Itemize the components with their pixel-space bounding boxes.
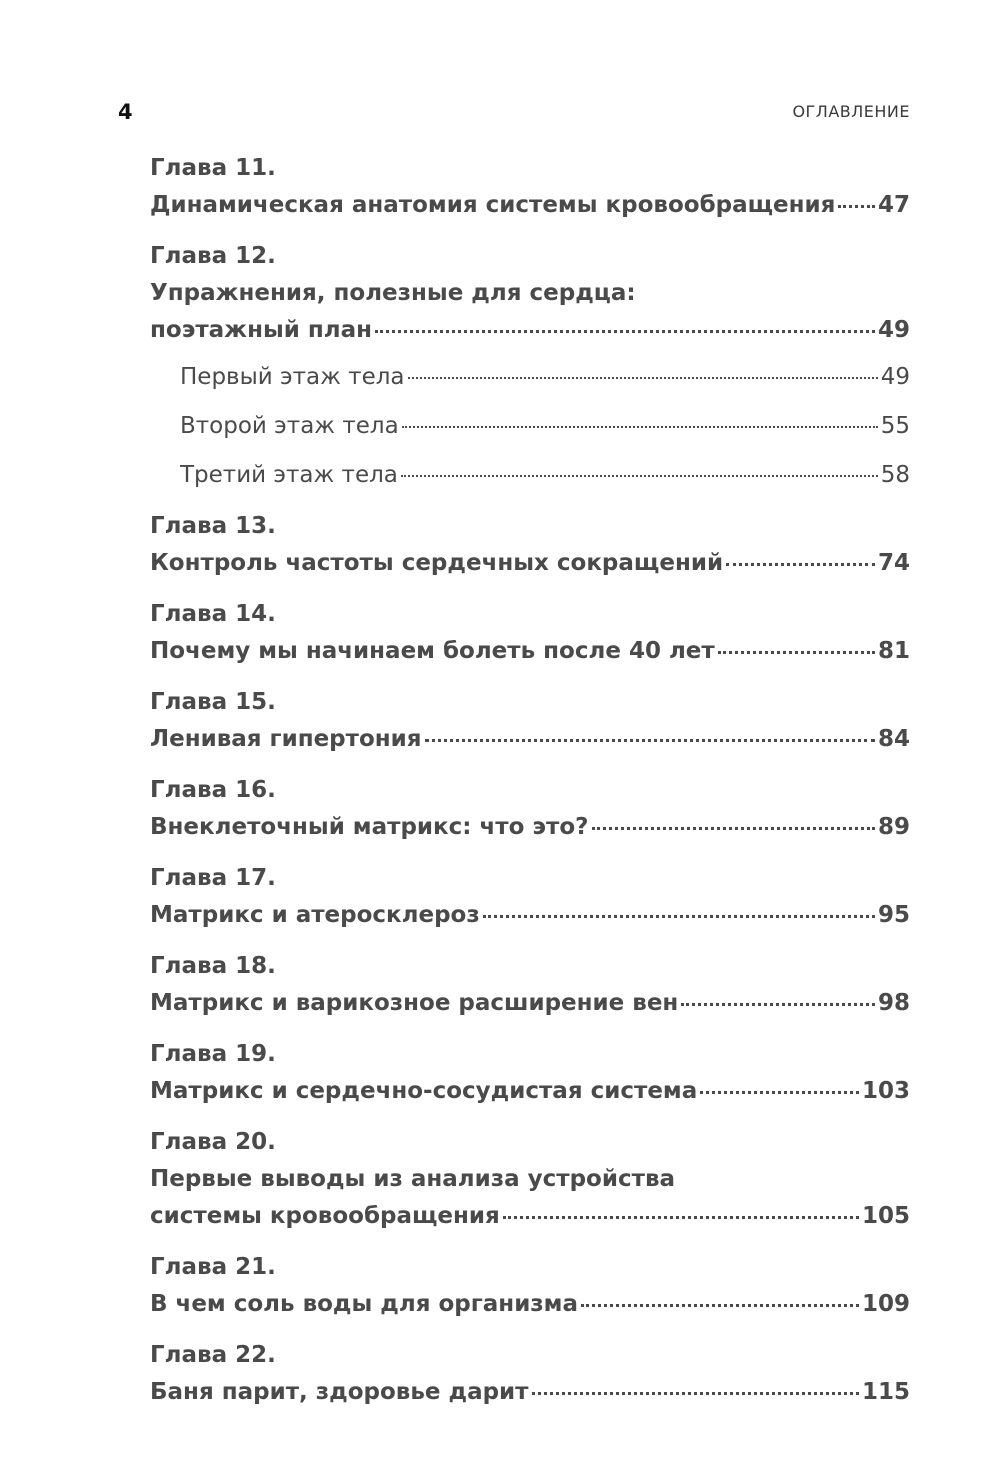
- chapter-label: Глава 21.: [150, 1254, 276, 1280]
- chapter-label: Глава 17.: [150, 865, 276, 891]
- chapter-title-line: Первые выводы из анализа устройства: [150, 1166, 676, 1192]
- dot-leader: [681, 1002, 875, 1006]
- sub-entry-title: Третий этаж тела: [180, 462, 398, 488]
- toc-chapter: [150, 1036, 910, 1110]
- toc-chapter: [150, 238, 910, 494]
- page-ref: 55: [880, 413, 910, 439]
- dot-leader: [375, 329, 875, 333]
- dot-leader: [700, 1090, 859, 1094]
- chapter-title: Матрикс и сердечно-сосудистая система: [150, 1078, 698, 1104]
- running-head: ОГЛАВЛЕНИЕ: [792, 102, 910, 121]
- dot-leader: [532, 1391, 859, 1395]
- chapter-title: Матрикс и атеросклероз: [150, 902, 480, 928]
- toc-entry[interactable]: [150, 985, 910, 1022]
- chapter-title: Внеклеточный матрикс: что это?: [150, 814, 589, 840]
- toc-chapter: [150, 1124, 910, 1235]
- page-ref: 109: [861, 1291, 910, 1317]
- toc-entry[interactable]: [150, 545, 910, 582]
- dot-leader: [402, 425, 878, 428]
- toc-entry[interactable]: [150, 1374, 910, 1411]
- page-ref: 103: [861, 1078, 910, 1104]
- toc-chapter: [150, 150, 910, 224]
- sub-entry-list: [180, 359, 910, 494]
- chapter-label: Глава 20.: [150, 1129, 276, 1155]
- toc-chapter: [150, 1337, 910, 1411]
- chapter-title: Матрикс и варикозное расширение вен: [150, 990, 679, 1016]
- page-ref: 58: [880, 462, 910, 488]
- chapter-title: системы кровообращения: [150, 1203, 500, 1229]
- page-number: 4: [118, 100, 133, 124]
- dot-leader: [592, 826, 875, 830]
- chapter-label: Глава 22.: [150, 1342, 276, 1368]
- page-ref: 49: [877, 317, 910, 343]
- page-ref: 47: [877, 192, 910, 218]
- dot-leader: [838, 204, 875, 208]
- dot-leader: [483, 914, 875, 918]
- sub-entry-title: Первый этаж тела: [180, 364, 405, 390]
- toc-sub-entry[interactable]: [180, 457, 910, 494]
- chapter-label: Глава 18.: [150, 953, 276, 979]
- chapter-label: Глава 15.: [150, 689, 276, 715]
- page-ref: 49: [880, 364, 910, 390]
- toc-entry[interactable]: [150, 633, 910, 670]
- toc-entry[interactable]: [150, 721, 910, 758]
- chapter-label: Глава 16.: [150, 777, 276, 803]
- chapter-label: Глава 12.: [150, 243, 276, 269]
- toc-chapter: [150, 596, 910, 670]
- dot-leader: [581, 1303, 859, 1307]
- chapter-title: В чем соль воды для организма: [150, 1291, 578, 1317]
- dot-leader: [401, 474, 878, 477]
- toc-chapter: [150, 772, 910, 846]
- page-ref: 84: [877, 726, 910, 752]
- page-ref: 89: [877, 814, 910, 840]
- toc-entry[interactable]: [150, 312, 910, 349]
- toc-entry[interactable]: [150, 1286, 910, 1323]
- dot-leader: [408, 376, 878, 379]
- table-of-contents: [150, 150, 910, 1425]
- toc-chapter: [150, 860, 910, 934]
- toc-entry[interactable]: [150, 809, 910, 846]
- toc-chapter: [150, 508, 910, 582]
- dot-leader: [503, 1215, 859, 1219]
- toc-chapter: [150, 684, 910, 758]
- sub-entry-title: Второй этаж тела: [180, 413, 399, 439]
- chapter-label: Глава 13.: [150, 513, 276, 539]
- chapter-title-line: Упражнения, полезные для сердца:: [150, 280, 636, 306]
- toc-sub-entry[interactable]: [180, 408, 910, 445]
- page-ref: 95: [877, 902, 910, 928]
- chapter-title: Контроль частоты сердечных сокращений: [150, 550, 724, 576]
- page-ref: 74: [877, 550, 910, 576]
- page-ref: 81: [877, 638, 910, 664]
- dot-leader: [718, 650, 875, 654]
- toc-entry[interactable]: [150, 1198, 910, 1235]
- chapter-label: Глава 11.: [150, 155, 276, 181]
- chapter-title: Почему мы начинаем болеть после 40 лет: [150, 638, 715, 664]
- dot-leader: [726, 562, 875, 566]
- page-ref: 115: [861, 1379, 910, 1405]
- chapter-title: Ленивая гипертония: [150, 726, 422, 752]
- dot-leader: [425, 738, 875, 742]
- toc-chapter: [150, 948, 910, 1022]
- chapter-title: Динамическая анатомия системы кровообращения: [150, 192, 836, 218]
- chapter-title: поэтажный план: [150, 317, 373, 343]
- chapter-title: Баня парит, здоровье дарит: [150, 1379, 529, 1405]
- page-ref: 98: [877, 990, 910, 1016]
- page-ref: 105: [861, 1203, 910, 1229]
- toc-entry[interactable]: [150, 187, 910, 224]
- chapter-label: Глава 19.: [150, 1041, 276, 1067]
- toc-chapter: [150, 1249, 910, 1323]
- toc-entry[interactable]: [150, 897, 910, 934]
- chapter-label: Глава 14.: [150, 601, 276, 627]
- toc-entry[interactable]: [150, 1073, 910, 1110]
- toc-sub-entry[interactable]: [180, 359, 910, 396]
